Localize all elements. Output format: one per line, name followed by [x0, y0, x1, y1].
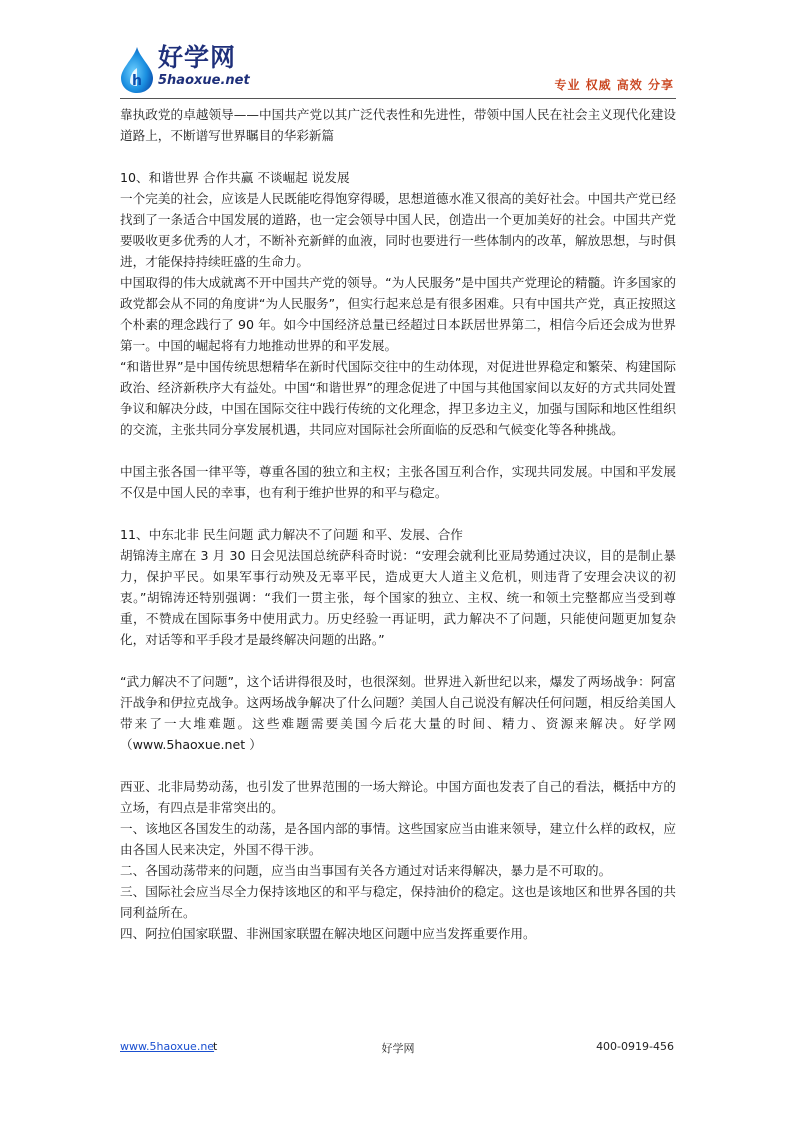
paragraph: 中国主张各国一律平等，尊重各国的独立和主权；主张各国互利合作，实现共同发展。中国和平发展不仅是中国人民的幸事，也有利于维护世界的和平与稳定。	[120, 464, 676, 500]
paragraph: 二、各国动荡带来的问题，应当由当事国有关各方通过对话来得解决，暴力是不可取的。	[120, 863, 612, 878]
footer-phone-number: 400-0919-456	[596, 1040, 674, 1053]
header-slogan: 专业 权威 高效 分享	[554, 78, 674, 92]
page-footer	[120, 1040, 676, 1058]
logo-chinese-name: 好学网	[158, 43, 237, 72]
paragraph: 四、阿拉伯国家联盟、非洲国家联盟在解决地区问题中应当发挥重要作用。	[120, 926, 536, 941]
paragraph: 一、该地区各国发生的动荡，是各国内部的事情。这些国家应当由谁来领导，建立什么样的政权，应由各国人民来决定，外国不得干涉。	[120, 821, 676, 857]
paragraph: “和谐世界”是中国传统思想精华在新时代国际交往中的生动体现，对促进世界稳定和繁荣、构建国际政治、经济新秩序大有益处。中国“和谐世界”的理念促进了中国与其他国家间以友好的方式共同处置争议和解决分歧，中国在国际交往中践行传统的文化理念，捍卫多边主义，加强与国际和地区性组织的交流，主张共同分享发展机遇，共同应对国际社会所面临的反恐和气候变化等各种挑战。	[120, 359, 676, 437]
paragraph-spacer	[120, 503, 676, 524]
paragraph: 胡锦涛主席在 3 月 30 日会见法国总统萨科奇时说：“安理会就利比亚局势通过决议，目的是制止暴力，保护平民。如果军事行动殃及无辜平民，造成更大人道主义危机，则违背了安理会决议的初衷。”胡锦涛还特别强调：“我们一贯主张，每个国家的独立、主权、统一和领土完整都应当受到尊重，不赞成在国际事务中使用武力。历史经验一再证明，武力解决不了问题，只能使问题更加复杂化，对话等和平手段才是最终解决问题的出路。”	[120, 548, 676, 647]
water-drop-logo-icon	[120, 46, 154, 94]
paragraph: “武力解决不了问题”，这个话讲得很及时，也很深刻。世界进入新世纪以来，爆发了两场战争：阿富汗战争和伊拉克战争。这两场战争解决了什么问题？美国人自己说没有解决任何问题，相反给美国人带来了一大堆难题。这些难题需要美国今后花大量的时间、精力、资源来解决。好学网（www.5haoxue.net ）	[120, 674, 676, 752]
footer-site-name: 好学网	[381, 1042, 415, 1055]
paragraph-spacer	[120, 755, 676, 776]
svg-text:h: h	[132, 73, 142, 89]
paragraph-spacer	[120, 146, 676, 167]
section-heading: 11、中东北非 民生问题 武力解决不了问题 和平、发展、合作	[120, 527, 463, 542]
section-heading: 10、和谐世界 合作共赢 不谈崛起 说发展	[120, 170, 350, 185]
footer-link-suffix: t	[213, 1040, 218, 1053]
article-body	[120, 104, 676, 944]
site-logo[interactable]	[120, 40, 280, 98]
paragraph-spacer	[120, 650, 676, 671]
header-divider	[120, 98, 676, 99]
paragraph: 西亚、北非局势动荡，也引发了世界范围的一场大辩论。中国方面也发表了自己的看法，概括中方的立场，有四点是非常突出的。	[120, 779, 676, 815]
paragraph: 中国取得的伟大成就离不开中国共产党的领导。“为人民服务”是中国共产党理论的精髓。许多国家的政党都会从不同的角度讲“为人民服务”，但实行起来总是有很多困难。只有中国共产党，真正按照这个朴素的理念践行了 90 年。如今中国经济总量已经超过日本跃居世界第二，相信今后还会成为世界第一。中国的崛起将有力地推动世界的和平发展。	[120, 275, 676, 353]
paragraph: 三、国际社会应当尽全力保持该地区的和平与稳定，保持油价的稳定。这也是该地区和世界各国的共同利益所在。	[120, 884, 676, 920]
paragraph-spacer	[120, 440, 676, 461]
logo-english-name: 5haoxue.net	[158, 73, 250, 88]
page-header	[120, 40, 676, 102]
footer-site-link[interactable]: www.5haoxue.ne	[120, 1040, 215, 1053]
paragraph: 靠执政党的卓越领导——中国共产党以其广泛代表性和先进性，带领中国人民在社会主义现代化建设道路上，不断谱写世界瞩目的华彩新篇	[120, 107, 676, 143]
paragraph: 一个完美的社会，应该是人民既能吃得饱穿得暖，思想道德水准又很高的美好社会。中国共产党已经找到了一条适合中国发展的道路，也一定会领导中国人民，创造出一个更加美好的社会。中国共产党要吸收更多优秀的人才，不断补充新鲜的血液，同时也要进行一些体制内的改革，解放思想，与时俱进，才能保持持续旺盛的生命力。	[120, 191, 676, 269]
